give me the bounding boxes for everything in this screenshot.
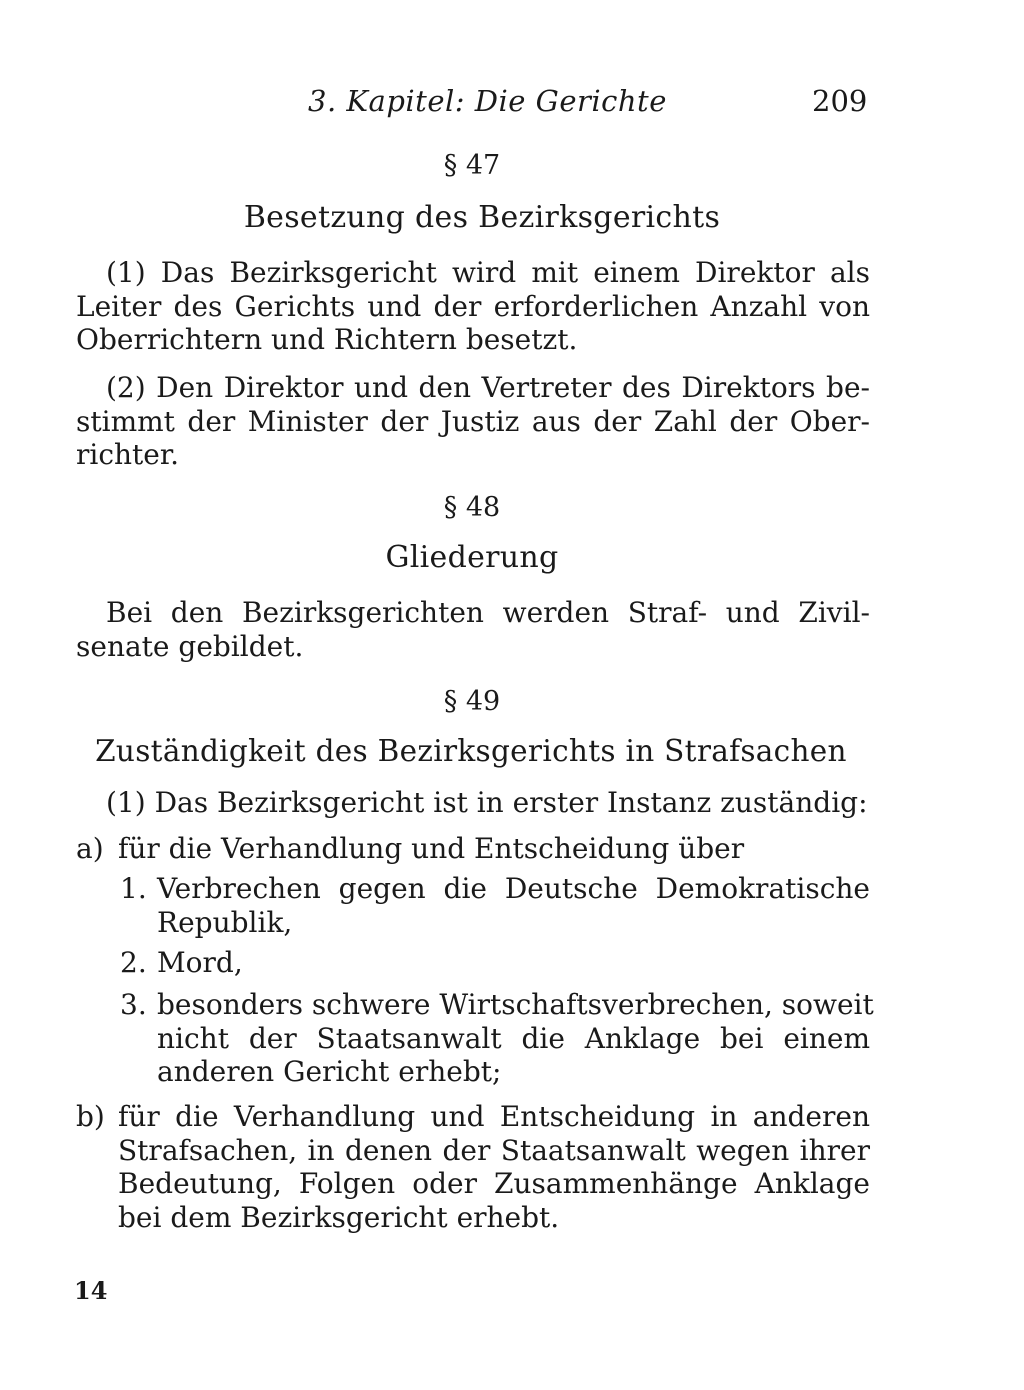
- list-marker: a): [76, 832, 104, 865]
- list-subitem-3: [120, 988, 874, 1092]
- list-item-body: [157, 872, 870, 939]
- section-heading-49: Zuständigkeit des Bezirksgerichts in Strafsachen: [95, 734, 847, 768]
- list-marker: 1.: [120, 872, 147, 905]
- text-line: für die Verhandlung und Entscheidung in anderen: [118, 1100, 870, 1133]
- text-line: nicht der Staatsanwalt die Anklage bei einem: [157, 1021, 870, 1055]
- text-line: bei dem Bezirksgericht erhebt.: [118, 1200, 560, 1234]
- section-heading-48: Gliederung: [385, 540, 559, 575]
- text-line: anderen Gericht erhebt;: [157, 1055, 502, 1088]
- text-line: Mord,: [157, 946, 243, 979]
- running-head: [0, 84, 1024, 124]
- section-number-47: § 47: [443, 150, 501, 181]
- chapter-title: 3. Kapitel: Die Gerichte: [308, 84, 667, 118]
- section-heading-47: Besetzung des Bezirksgerichts: [243, 200, 721, 235]
- printer-signature-mark: 14: [74, 1276, 108, 1305]
- page-number: 209: [812, 84, 868, 118]
- text-line: Bei den Bezirksgerichten werden Straf- und Zivil-: [106, 596, 870, 629]
- text-line: (1) Das Bezirksgericht ist in erster Instanz zuständig:: [106, 786, 868, 819]
- text-line: stimmt der Minister der Justiz aus der Zahl der Ober-: [76, 404, 870, 438]
- text-line: Verbrechen gegen die Deutsche Demokratische: [157, 872, 870, 905]
- text-line: senate gebildet.: [76, 629, 304, 663]
- text-line: Leiter des Gerichts und der erforderlichen Anzahl von: [76, 289, 870, 323]
- paragraph-47-2: [76, 371, 870, 472]
- text-line: besonders schwere Wirtschaftsverbrechen, soweit: [157, 988, 874, 1021]
- list-item-body: [118, 832, 870, 866]
- list-subitem-1: [120, 872, 870, 942]
- section-number-48: § 48: [443, 492, 501, 523]
- text-line: richter.: [76, 438, 180, 471]
- list-item-body: [118, 1100, 870, 1234]
- list-subitem-2: [120, 946, 870, 980]
- list-item-body: [157, 988, 874, 1089]
- text-line: für die Verhandlung und Entscheidung über: [118, 832, 745, 865]
- list-item-body: [157, 946, 870, 980]
- paragraph-48: [76, 596, 870, 663]
- text-line: Republik,: [157, 905, 293, 939]
- section-number-49: § 49: [443, 686, 501, 717]
- list-marker: 2.: [120, 946, 147, 979]
- text-line: Oberrichtern und Richtern besetzt.: [76, 323, 578, 356]
- list-marker: b): [76, 1100, 105, 1133]
- list-marker: 3.: [120, 988, 147, 1021]
- text-line: (2) Den Direktor und den Vertreter des Direktors be-: [106, 371, 870, 404]
- paragraph-49-intro: [76, 786, 870, 820]
- list-item-b: [76, 1100, 870, 1240]
- text-line: Bedeutung, Folgen oder Zusammenhänge Anklage: [118, 1167, 870, 1200]
- text-line: (1) Das Bezirksgericht wird mit einem Direktor als: [106, 256, 870, 289]
- paragraph-47-1: [76, 256, 870, 357]
- text-line: Strafsachen, in denen der Staatsanwalt wegen ihrer: [118, 1133, 870, 1167]
- list-item-a: [76, 832, 870, 866]
